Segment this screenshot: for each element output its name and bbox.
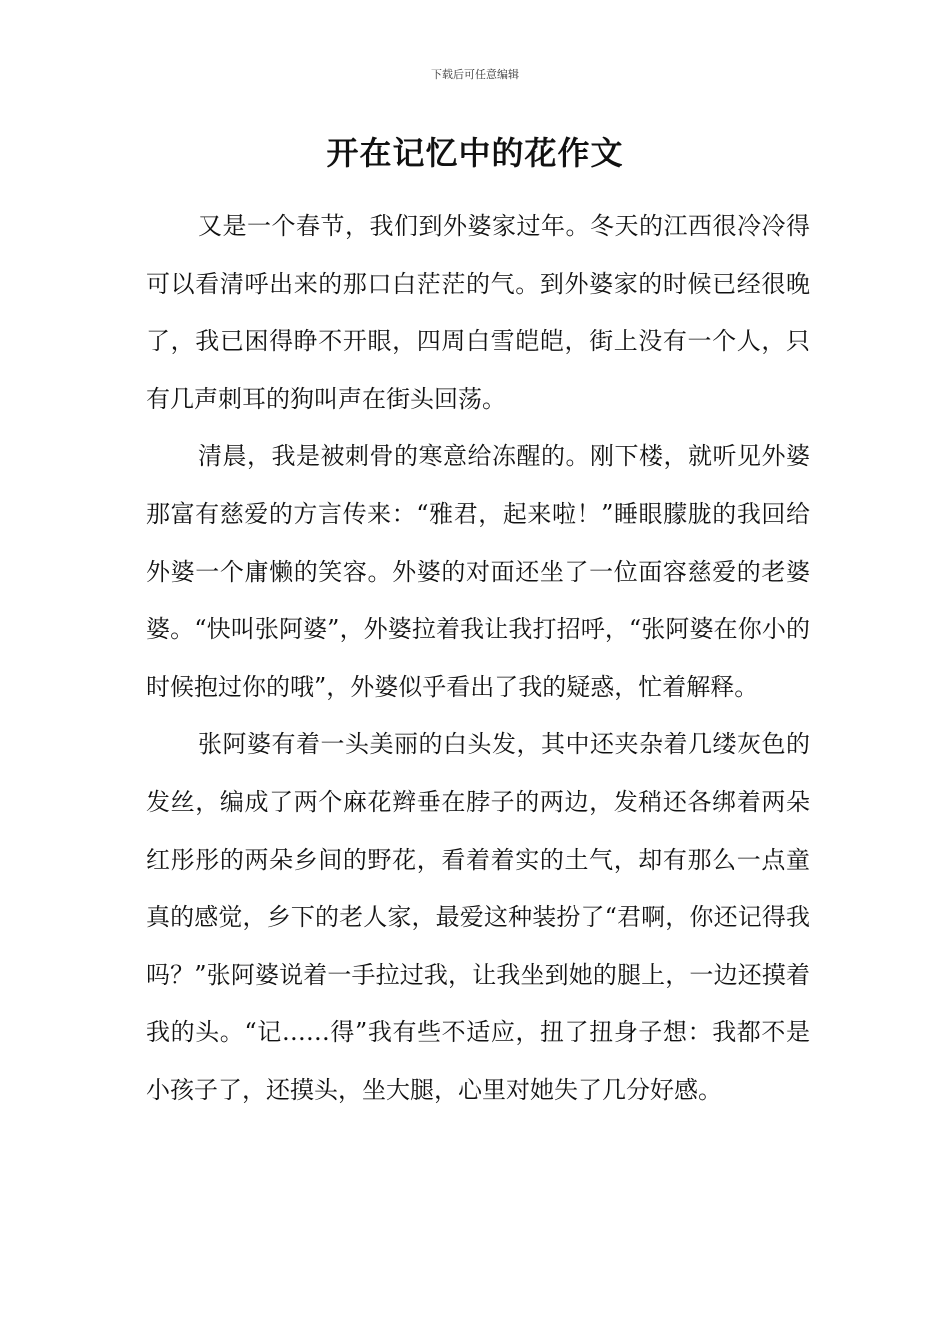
document-title: 开在记忆中的花作文	[326, 134, 624, 172]
essay-body	[146, 198, 810, 1120]
paragraph-2: 清晨，我是被刺骨的寒意给冻醒的。刚下楼，就听见外婆那富有慈爱的方言传来：“雅君，起来啦！”睡眼朦胧的我回给外婆一个庸懒的笑容。外婆的对面还坐了一位面容慈爱的老婆婆。“快叫张阿婆”，外婆拉着我让我打招呼，“张阿婆在你小的时候抱过你的哦”，外婆似乎看出了我的疑惑，忙着解释。	[146, 442, 810, 701]
paragraph-3: 张阿婆有着一头美丽的白头发，其中还夹杂着几缕灰色的发丝，编成了两个麻花辫垂在脖子的两边，发稍还各绑着两朵红彤彤的两朵乡间的野花，看着着实的土气，却有那么一点童真的感觉，乡下的老人家，最爱这种装扮了“君啊，你还记得我吗？”张阿婆说着一手拉过我，让我坐到她的腿上，一边还摸着我的头。“记……得”我有些不适应，扭了扭身子想：我都不是小孩子了，还摸头，坐大腿，心里对她失了几分好感。	[146, 730, 810, 1104]
page-header-note: 下载后可任意编辑	[431, 68, 519, 81]
paragraph-1: 又是一个春节，我们到外婆家过年。冬天的江西很冷冷得可以看清呼出来的那口白茫茫的气。到外婆家的时候已经很晚了，我已困得睁不开眼，四周白雪皑皑，街上没有一个人，只有几声刺耳的狗叫声在街头回荡。	[146, 212, 810, 413]
